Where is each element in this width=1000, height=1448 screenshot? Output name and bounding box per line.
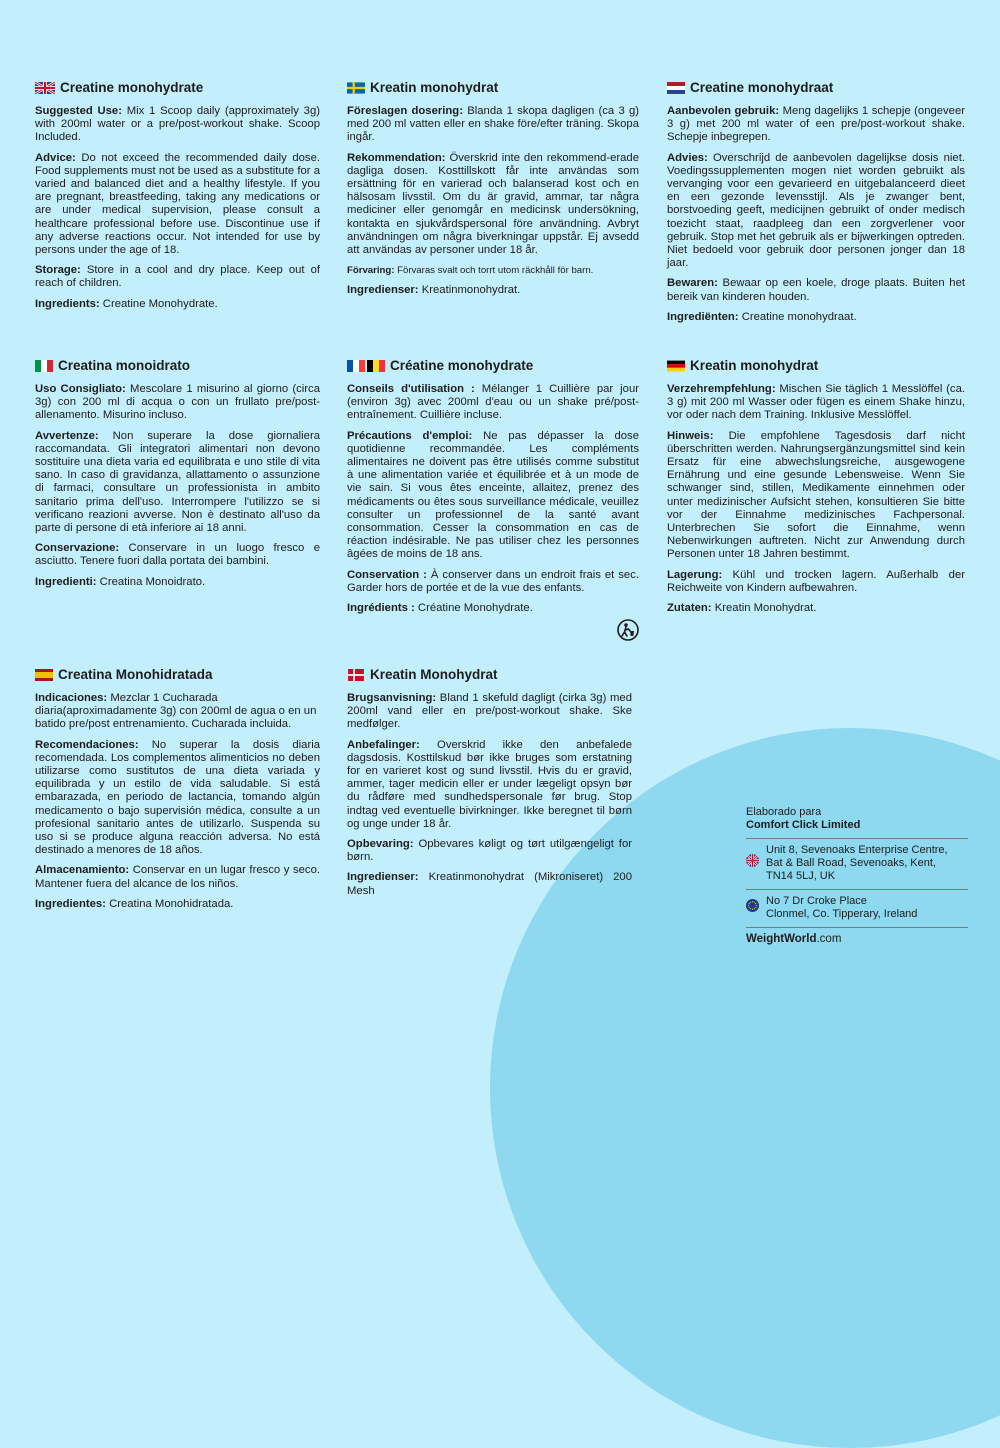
address-line: Bat & Ball Road, Sevenoaks, Kent, (766, 857, 936, 869)
usage-text: Aanbevolen gebruik: Meng dagelijks 1 schepje (ongeveer 3 g) met 200 ml water of een pre/post-workout shake. Schepje inbegrepen. (667, 105, 966, 144)
panel-german (667, 358, 965, 622)
panel-title: Kreatin Monohydrat (347, 667, 632, 683)
storage-text: Lagerung: Kühl und trocken lagern. Außerhalb der Reichweite von Kindern aufbewahren. (667, 568, 965, 594)
panel-title: Creatine monohydraat (667, 80, 965, 96)
advice-text: Avvertenze: Non superare la dose giornaliera raccomandata. Gli integratori alimentari non devono sostituire una dieta varia ed equilibrata e uno stile di vita sano. In caso di gravidanza, allattamento o assunzione di farmaci, consultare un professionista in ambito sanitario prima dell'uso. Interrompere l'utilizzo se si verificano reazioni avverse. Non è destinato all'uso da parte di persone di età inferiore ai 18 anni. (35, 429, 320, 535)
storage-text: Opbevaring: Opbevares køligt og tørt utilgængeligt for børn. (347, 838, 632, 864)
denmark-flag-icon (347, 669, 365, 681)
tidy-man-icon (617, 619, 639, 646)
panel-danish (347, 667, 632, 905)
advice-text: Recomendaciones: No superar la dosis diaria recomendada. Los complementos alimenticios no deben utilizarse como sustitutos de una dieta variada y equilibrada y un estilo de vida saludable. Si está embarazada, en periodo de lactancia, tomando algún medicamento o bajo supervisión médica, consulte a un profesional sanitario antes de utilizarlo. Suspenda su uso si se produce alguna reacción adversa. No está destinado a menores de 18 años. (35, 738, 320, 857)
usage-text: Uso Consigliato: Mescolare 1 misurino al giorno (circa 3g) con 200 ml di acqua o con un frullato pre/post-allenamento. Misurino incluso. (35, 383, 320, 422)
italy-flag-icon (35, 360, 53, 372)
ingredients-text: Ingredients: Creatine Monohydrate. (35, 297, 218, 310)
storage-text: Conservazione: Conservare in un luogo fresco e asciutto. Tenere fuori dalla portata dei bambini. (35, 542, 320, 568)
ireland-address (746, 889, 968, 927)
manufacturer-info (746, 806, 968, 946)
panel-title: Créatine monohydrate (347, 358, 639, 374)
storage-text: Storage: Store in a cool and dry place. Keep out of reach of children. (35, 264, 320, 290)
address-line: TN14 5LJ, UK (766, 870, 836, 882)
ingredients-text: Ingrediënten: Creatine monohydraat. (667, 310, 857, 323)
advice-text: Anbefalinger: Overskrid ikke den anbefalede dagsdosis. Kosttilskud bør ikke bruges som erstatning for en varieret kost og sund livsstil. Hvis du er gravid, ammer, tager medicin eller er under lægeligt opsyn bør du rådføre med sundhedspersonale før brug. Stop indtag ved eventuelle bivirkninger. Ikke beregnet til børn og unge under 18 år. (347, 738, 632, 830)
advice-text: Advice: Do not exceed the recommended daily dose. Food supplements must not be used as a substitute for a varied and balanced diet and a healthy lifestyle. If you are pregnant, breastfeeding, taking any medications or are under medical supervision, please consult a healthcare professional before use. Discontinue use if any adverse reactions occur. Not intended for use by persons under the age of 18. (35, 151, 320, 257)
usage-text: Indicaciones: Mezclar 1 Cucharada diaria(aproximadamente 3g) con 200ml de agua o en un batido pre/post entrenamiento. Cucharada incluida. (35, 692, 317, 731)
panel-title: Kreatin monohydrat (347, 80, 639, 96)
storage-text: Conservation : À conserver dans un endroit frais et sec. Garder hors de portée et de la vue des enfants. (347, 568, 639, 594)
panel-title: Creatine monohydrate (35, 80, 320, 96)
panel-english (35, 80, 320, 318)
usage-text: Suggested Use: Mix 1 Scoop daily (approximately 3g) with 200ml water or a pre/post-workout shake. Scoop Included. (35, 105, 320, 144)
advice-text: Hinweis: Die empfohlene Tagesdosis darf nicht überschritten werden. Nahrungsergänzungsmittel sind kein Ersatz für eine abwechslungsreiche, ausgewogene Ernährung und eine gesunde Lebensweise. Wenn Sie schwanger sind, stillen, Medikamente einnehmen oder unter medizinischer Aufsicht stehen, konsultieren Sie bitte vor der Einnahme medizinisches Fachpersonal. Unterbrechen Sie sofort die Einnahme, wenn Nebenwirkungen auftreten. Nicht zur Anwendung durch Personen unter 18 Jahren bestimmt. (667, 429, 965, 561)
address-line: Unit 8, Sevenoaks Enterprise Centre, (766, 844, 948, 856)
panel-spanish (35, 667, 320, 918)
company-name: Comfort Click Limited (746, 819, 861, 831)
storage-text: Almacenamiento: Conservar en un lugar fresco y seco. Mantener fuera del alcance de los niños. (35, 864, 320, 890)
ingredients-text: Ingredienser: Kreatinmonohydrat (Mikroniseret) 200 Mesh (347, 871, 632, 897)
france-flag-icon (347, 360, 365, 372)
brand-website: WeightWorld.com (746, 927, 968, 946)
uk-flag-icon (35, 82, 55, 94)
panel-dutch (667, 80, 965, 331)
spain-flag-icon (35, 669, 53, 681)
netherlands-flag-icon (667, 82, 685, 94)
belgium-flag-icon (367, 360, 385, 372)
storage-text: Förvaring: Förvaras svalt och torrt utom räckhåll för barn. (347, 265, 594, 277)
made-for-label: Elaborado para (746, 806, 822, 818)
usage-text: Föreslagen dosering: Blanda 1 skopa dagligen (ca 3 g) med 200 ml vatten eller en shake före/efter träning. Skopa ingår. (347, 105, 640, 144)
ingredients-text: Zutaten: Kreatin Monohydrat. (667, 602, 817, 615)
address-line: No 7 Dr Croke Place (766, 895, 867, 907)
panel-italian (35, 358, 320, 596)
uk-flag-icon (746, 844, 766, 871)
usage-text: Brugsanvisning: Bland 1 skefuld dagligt (cirka 3g) med 200ml vand eller en pre/post-workout shake. Ske medfølger. (347, 692, 632, 731)
panel-title: Creatina Monohidratada (35, 667, 320, 683)
panel-title: Creatina monoidrato (35, 358, 320, 374)
ingredients-text: Ingredientes: Creatina Monohidratada. (35, 897, 234, 910)
ingredients-text: Ingrédients : Créatine Monohydrate. (347, 602, 533, 615)
sweden-flag-icon (347, 82, 365, 94)
panel-title: Kreatin monohydrat (667, 358, 965, 374)
eu-flag-icon (746, 895, 766, 916)
panel-french (347, 358, 639, 622)
advice-text: Précautions d'emploi: Ne pas dépasser la dose quotidienne recommandée. Les compléments alimentaires ne doivent pas être utilisés comme substitut à une alimentation variée et équilibrée et à un mode de vie sain. Si vous êtes enceinte, allaitez, prenez des médicaments ou êtes sous surveillance médicale, veuillez consulter un professionnel de la santé avant consommation. Cesser la consommation en cas de réaction indésirable. Ne pas utiliser chez les personnes âgées de moins de 18 ans. (347, 429, 639, 561)
panel-swedish (347, 80, 639, 305)
address-line: Clonmel, Co. Tipperary, Ireland (766, 908, 918, 920)
ingredients-text: Ingredienti: Creatina Monoidrato. (35, 575, 206, 588)
uk-address (746, 838, 968, 889)
germany-flag-icon (667, 360, 685, 372)
ingredients-text: Ingredienser: Kreatinmonohydrat. (347, 284, 521, 297)
advice-text: Advies: Overschrijd de aanbevolen dagelijkse dosis niet. Voedingssupplementen mogen niet worden gebruikt als vervanging voor een gevarieerd en uitgebalanceerd dieet en een gezonde levensstijl. Als je zwanger bent, borstvoeding geeft, medicijnen gebruikt of onder medisch toezicht staat, raadpleeg dan een zorgverlener voor gebruik. Stop met het gebruik als er bijwerkingen optreden. Niet bedoeld voor gebruik door personen jonger dan 18 jaar. (667, 151, 965, 270)
advice-text: Rekommendation: Överskrid inte den rekommend-erade dagliga dosen. Kosttillskott får inte användas som ersättning för en varierad och balanserad kost och en hälsosam livsstil. Om du är gravid, ammar, tar några mediciner eller genomgår en medicinsk undersökning, kontakta en sjukvårdspersonal före användning. Avbryt användningen om några biverkningar uppstår. Ej avsedd att användas av personer under 18 år. (347, 151, 639, 257)
usage-text: Conseils d'utilisation : Mélanger 1 Cuillière par jour (environ 3g) avec 200ml d'eau ou un shake pré/post-entraînement. Cuillière incluse. (347, 383, 640, 422)
storage-text: Bewaren: Bewaar op een koele, droge plaats. Buiten het bereik van kinderen houden. (667, 277, 965, 303)
usage-text: Verzehrempfehlung: Mischen Sie täglich 1 Messlöffel (ca. 3 g) mit 200 ml Wasser oder fügen es einem Shake hinzu, vor oder nach dem Training. Inklusive Messlöffel. (667, 383, 965, 422)
